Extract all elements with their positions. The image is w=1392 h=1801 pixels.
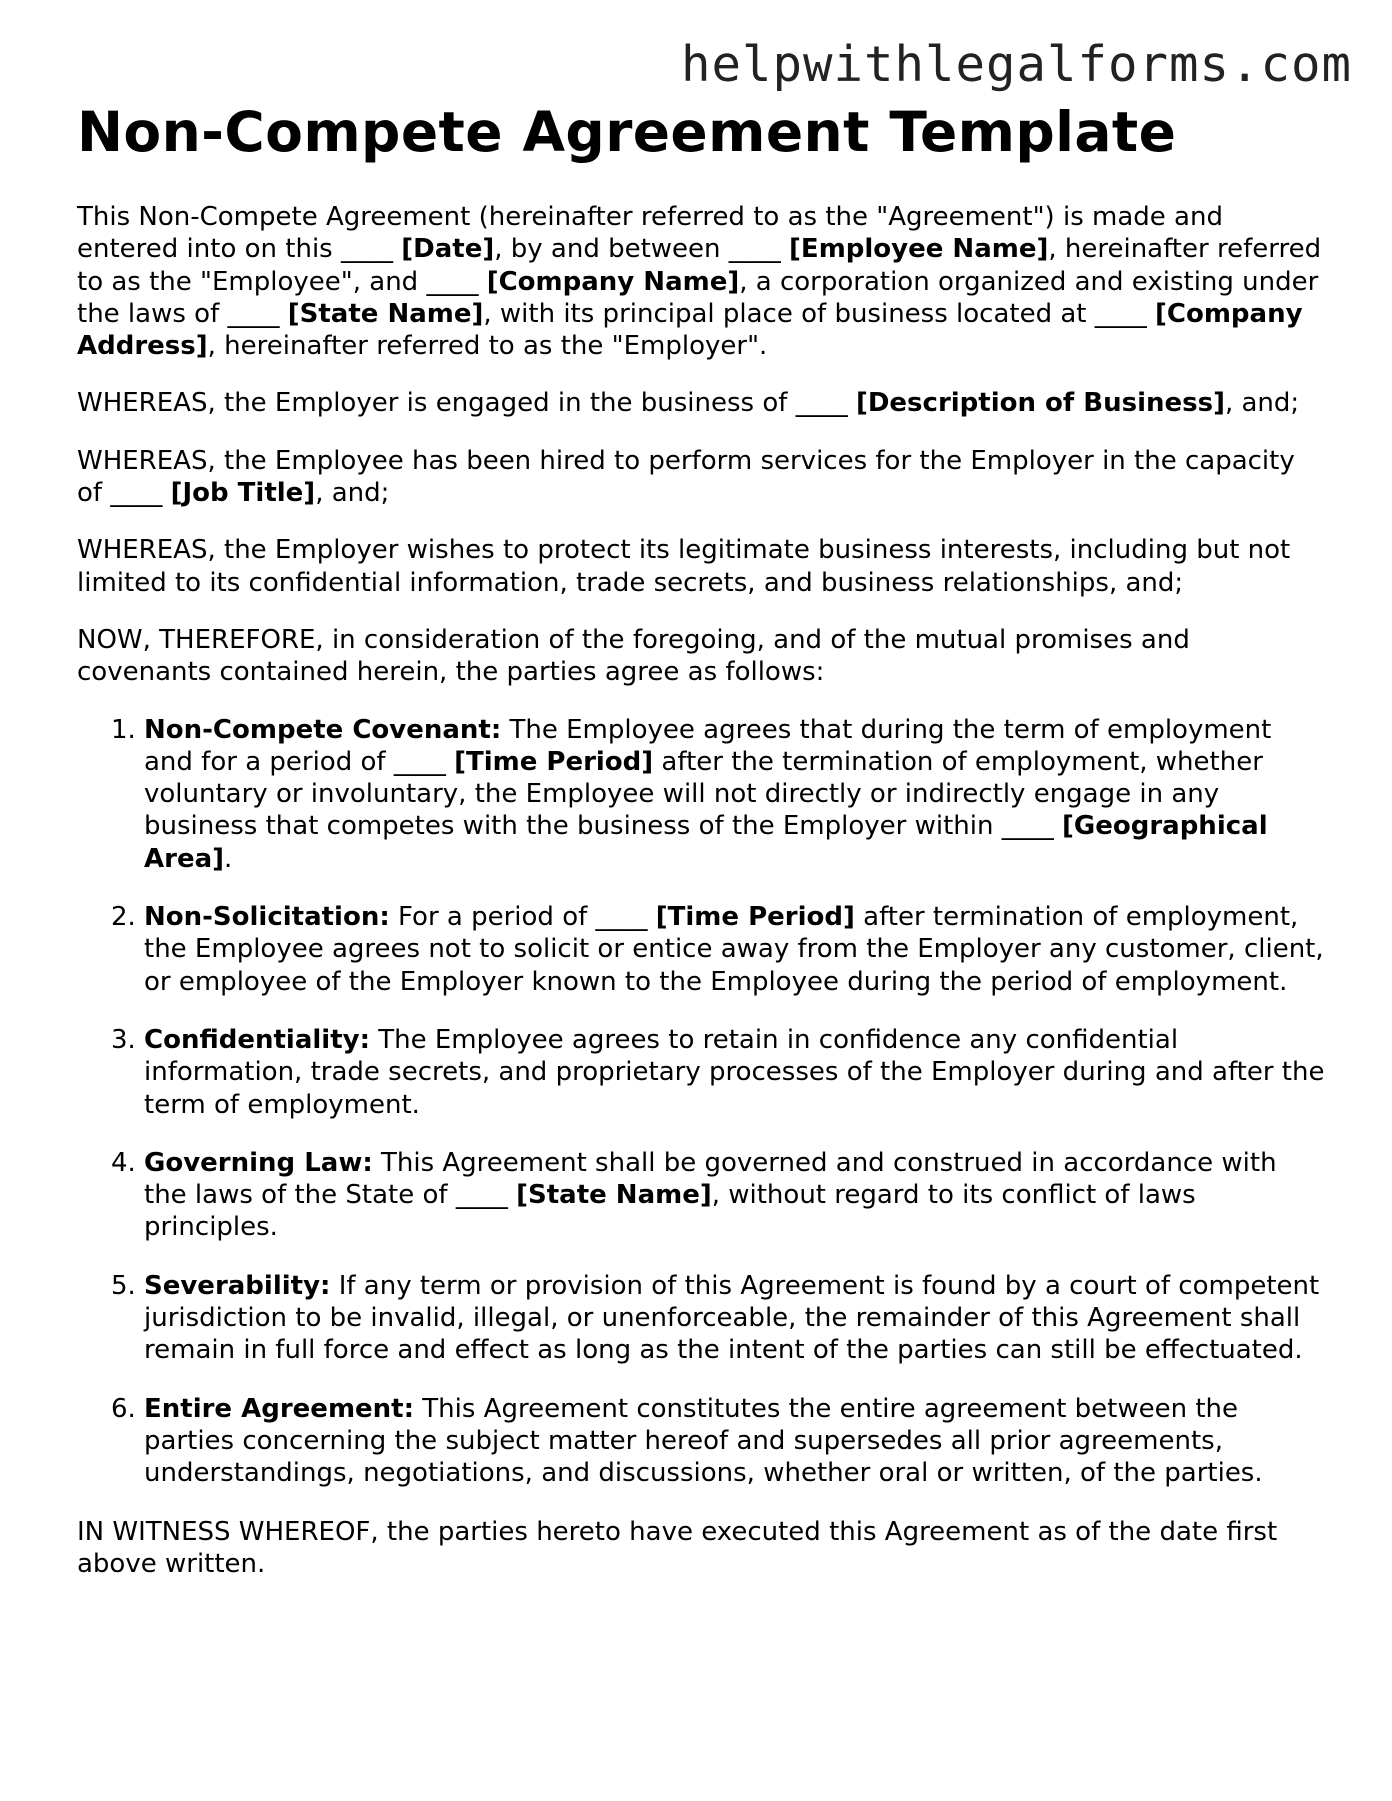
clause-number: 6. [111, 1393, 136, 1424]
site-watermark: helpwithlegalforms.com [680, 36, 1352, 93]
company-address-field: [Company Address] [77, 298, 1303, 362]
company-name-field: [Company Name] [486, 266, 740, 297]
clause-heading: Severability: [144, 1270, 331, 1301]
job-title-blank: ____ [110, 478, 163, 509]
intro-text: , by and between [494, 234, 729, 265]
now-therefore: NOW, THEREFORE, in consideration of the foregoing, and of the mutual promises and covenants contained herein, the parties agree as follows: [77, 624, 1190, 688]
clause-non-solicitation [111, 901, 1327, 998]
clause-confidentiality [111, 1024, 1327, 1121]
clause-heading: Entire Agreement: [144, 1393, 415, 1424]
intro-text: , a corporation organized and existing under the laws of [77, 266, 1319, 329]
business-description-field: [Description of Business] [855, 388, 1225, 419]
clause-number: 2. [111, 902, 136, 933]
job-title-field: [Job Title] [170, 478, 316, 509]
clause-number: 3. [111, 1024, 136, 1055]
whereas-text: , and; [315, 478, 390, 509]
employee-name-field: [Employee Name] [789, 234, 1049, 265]
clause-heading: Confidentiality: [144, 1024, 370, 1055]
company-address-blank: ____ [1094, 298, 1147, 329]
clause-text: The Employee agrees to retain in confidence any confidential information, trade secrets, and proprietary processes of the Employer during and after the term of employment. [144, 1024, 1325, 1120]
intro-text: , hereinafter referred to as the "Employer". [207, 331, 768, 362]
intro-text: , hereinafter referred to as the "Employee", and [77, 234, 1322, 297]
geographical-area-blank: ____ [1001, 811, 1054, 842]
whereas-protection: WHEREAS, the Employer wishes to protect its legitimate business interests, including but not limited to its confidential information, trade secrets, and business relationships, and; [77, 535, 1291, 598]
clause-heading: Non-Compete Covenant: [144, 714, 502, 745]
time-period-field: [Time Period] [454, 746, 654, 777]
clause-text: . [224, 843, 233, 874]
intro-paragraph [77, 201, 1327, 362]
clause-severability [111, 1270, 1327, 1367]
whereas-text: , and; [1224, 388, 1300, 419]
clause-number: 5. [111, 1270, 136, 1301]
clause-entire-agreement [111, 1393, 1327, 1490]
clause-text: after termination of employment, the Employee agrees not to solicit or entice away from the Employer any customer, client, or employee of the Employer known to the Employee during the period of employment. [144, 902, 1324, 997]
clause-heading: Governing Law: [144, 1147, 373, 1178]
whereas-text: WHEREAS, the Employee has been hired to perform services for the Employer in the capacity of [77, 445, 1295, 509]
time-period-blank: ____ [595, 902, 648, 933]
company-name-blank: ____ [426, 266, 479, 297]
state-name-blank: ____ [227, 298, 280, 329]
geographical-area-field: [Geographical Area] [144, 811, 1268, 874]
clause-text: after the termination of employment, whether voluntary or involuntary, the Employee will not directly or indirectly engage in any business that competes with the business of the Employer within [144, 746, 1263, 842]
document [77, 97, 1327, 1605]
time-period-blank: ____ [393, 746, 446, 777]
clause-text: , without regard to its conflict of laws principles. [144, 1180, 1196, 1243]
clause-text: If any term or provision of this Agreement is found by a court of competent jurisdiction to be invalid, illegal, or unenforceable, the remainder of this Agreement shall remain in full force and effect as long as the intent of the parties can still be effectuated. [144, 1270, 1320, 1366]
state-name-field: [State Name] [287, 298, 484, 329]
whereas-capacity [77, 445, 1327, 510]
date-field: [Date] [401, 234, 495, 265]
business-blank: ____ [795, 388, 848, 419]
witness-paragraph: IN WITNESS WHEREOF, the parties hereto have executed this Agreement as of the date first above written. [77, 1516, 1278, 1579]
clause-list [77, 714, 1327, 1490]
whereas-business [77, 387, 1327, 419]
clause-heading: Non-Solicitation: [144, 902, 390, 933]
state-name-field: [State Name] [516, 1180, 712, 1211]
state-name-blank: ____ [455, 1180, 508, 1211]
employee-name-blank: ____ [728, 234, 781, 265]
clause-non-compete [111, 714, 1327, 875]
clause-number: 4. [111, 1147, 136, 1178]
clause-number: 1. [111, 714, 136, 745]
page-title: Non-Compete Agreement Template [77, 100, 1177, 164]
date-blank: ____ [340, 234, 393, 265]
clause-text: For a period of [389, 902, 596, 933]
clause-text: This Agreement constitutes the entire agreement between the parties concerning the subject matter hereof and supersedes all prior agreements, understandings, negotiations, and discussions, whether oral or written, of the parties. [144, 1393, 1263, 1489]
clause-governing-law [111, 1147, 1327, 1244]
time-period-field: [Time Period] [655, 902, 855, 933]
clause-text: The Employee agrees that during the term of employment and for a period of [144, 714, 1272, 777]
intro-text: This Non-Compete Agreement (hereinafter referred to as the "Agreement") is made and entered into on this [77, 202, 1223, 265]
whereas-text: WHEREAS, the Employer is engaged in the business of [77, 388, 796, 419]
clause-text: This Agreement shall be governed and construed in accordance with the laws of the State of [144, 1147, 1277, 1211]
intro-text: , with its principal place of business located at [483, 298, 1095, 329]
